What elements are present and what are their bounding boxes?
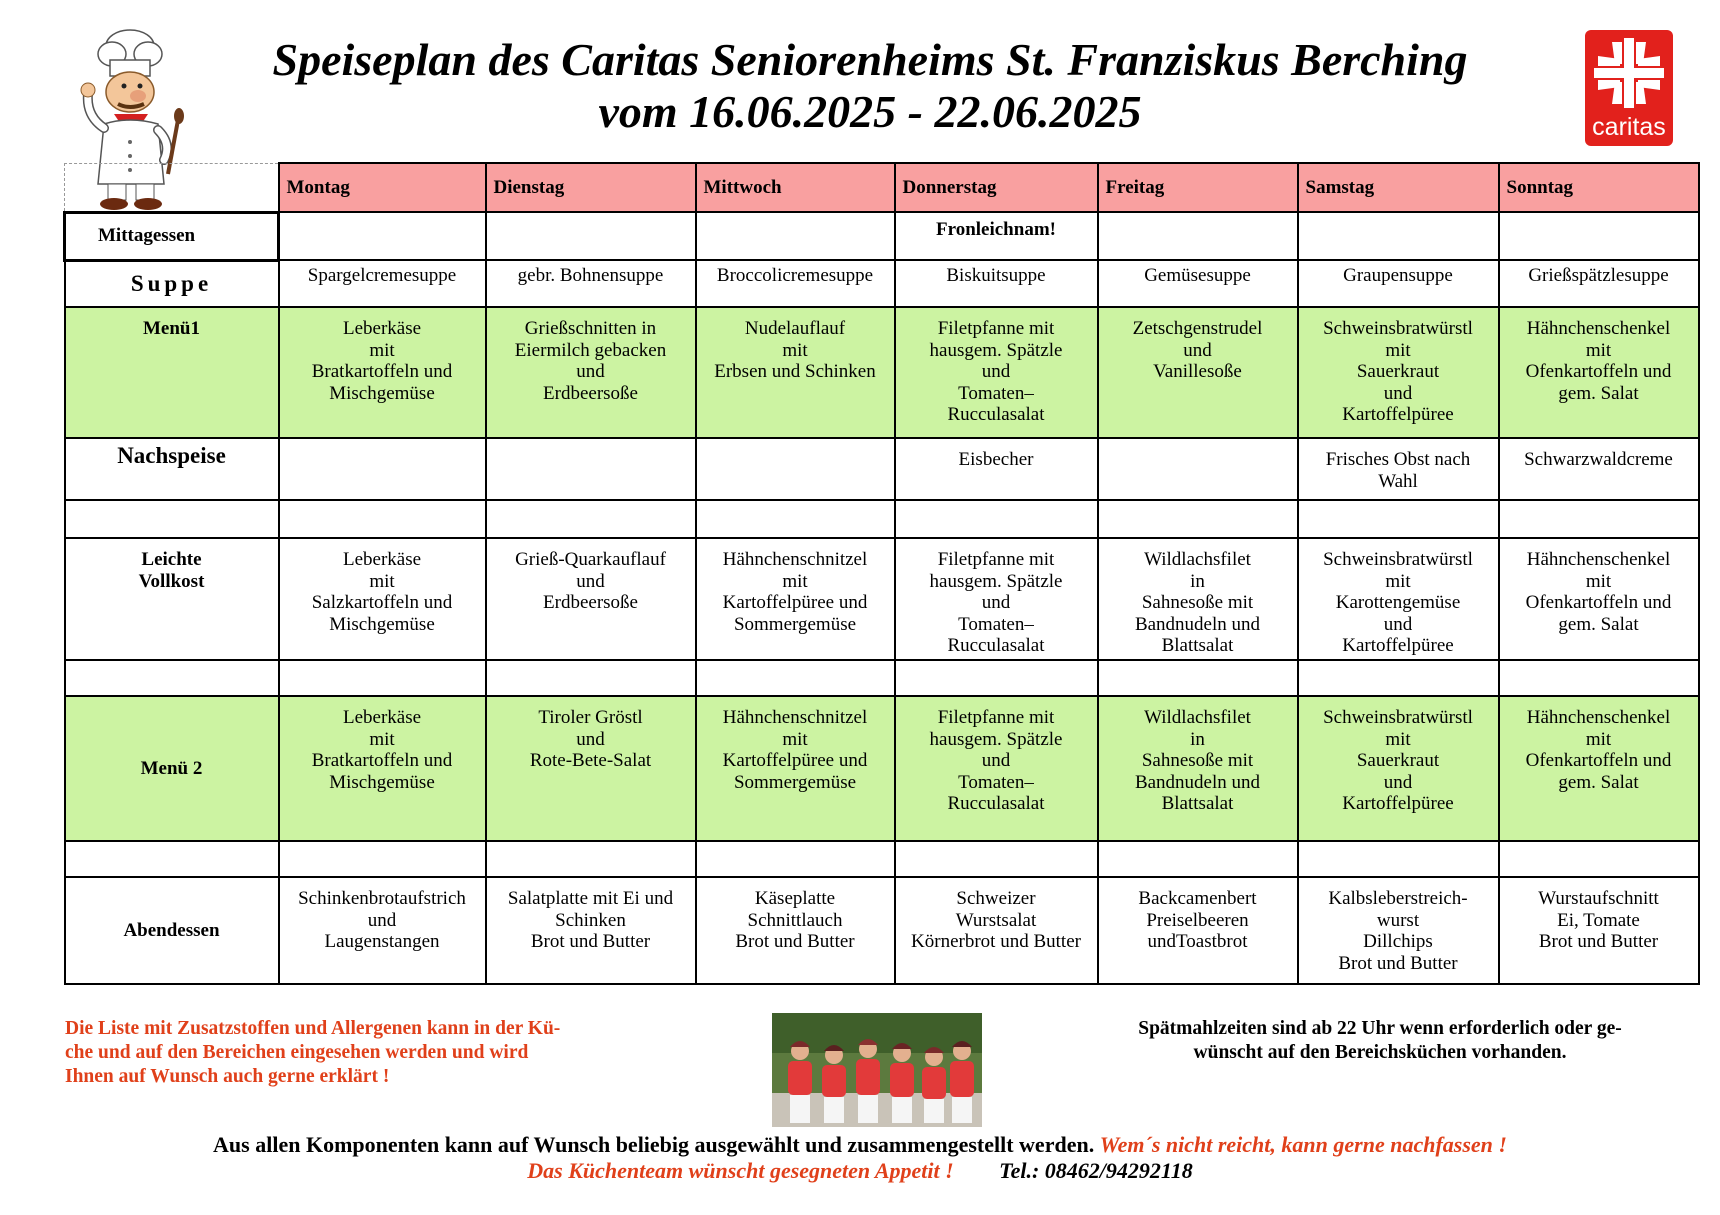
meal-cell: Grieß-Quarkauflauf und Erdbeersoße — [486, 538, 696, 660]
meal-cell: Wildlachsfilet in Sahnesoße mit Bandnudeln und Blattsalat — [1098, 696, 1298, 841]
meal-cell — [696, 212, 895, 260]
title-line-1: Speiseplan des Caritas Seniorenheims St. Franziskus Berching — [272, 34, 1468, 85]
spacer-cell — [1298, 841, 1499, 877]
spacer-cell — [895, 841, 1098, 877]
meal-cell — [279, 212, 486, 260]
meal-cell: Grießschnitten in Eiermilch gebacken und Erdbeersoße — [486, 307, 696, 438]
row-label: Menü 2 — [65, 696, 279, 841]
meal-cell: Leberkäse mit Salzkartoffeln und Mischgemüse — [279, 538, 486, 660]
day-header: Donnerstag — [895, 163, 1098, 212]
meal-cell: Spargelcremesuppe — [279, 260, 486, 307]
meal-cell: Wildlachsfilet in Sahnesoße mit Bandnudeln und Blattsalat — [1098, 538, 1298, 660]
spacer-cell — [279, 500, 486, 538]
meal-cell: Schinkenbrotaufstrich und Laugenstangen — [279, 877, 486, 984]
meal-cell: Filetpfanne mit hausgem. Spätzle und Tomaten– Rucculasalat — [895, 538, 1098, 660]
allergen-note: Die Liste mit Zusatzstoffen und Allergenen kann in der Kü- che und auf den Bereichen eingesehen werden und wird Ihnen auf Wunsch auch gerne erklärt ! — [65, 1018, 561, 1087]
meal-cell — [696, 438, 895, 500]
table-row-menu1 — [65, 307, 1699, 438]
row-label: Nachspeise — [65, 438, 279, 500]
day-header: Mittwoch — [696, 163, 895, 212]
meal-cell: Gemüsesuppe — [1098, 260, 1298, 307]
table-row-spacer — [65, 841, 1699, 877]
spacer-cell — [1499, 841, 1699, 877]
spacer-cell — [696, 841, 895, 877]
row-label: Mittagessen — [65, 212, 279, 260]
meal-cell: Broccolicremesuppe — [696, 260, 895, 307]
row-label: Menü1 — [65, 307, 279, 438]
meal-cell: Schweinsbratwürstl mit Karottengemüse und Kartoffelpüree — [1298, 538, 1499, 660]
meal-cell: Schweinsbratwürstl mit Sauerkraut und Kartoffelpüree — [1298, 696, 1499, 841]
spacer-cell — [1499, 660, 1699, 696]
spacer-cell — [1098, 660, 1298, 696]
components-line — [0, 1132, 1720, 1158]
meal-cell: Hähnchenschenkel mit Ofenkartoffeln und gem. Salat — [1499, 307, 1699, 438]
spacer-cell — [1298, 660, 1499, 696]
meal-cell: Hähnchenschenkel mit Ofenkartoffeln und gem. Salat — [1499, 538, 1699, 660]
table-corner — [65, 163, 279, 212]
table-row-abendessen — [65, 877, 1699, 984]
table-row-nachspeise — [65, 438, 1699, 500]
day-header: Dienstag — [486, 163, 696, 212]
kitchen-team-photo — [772, 1013, 982, 1127]
day-header-row — [65, 163, 1699, 212]
spacer-cell — [279, 841, 486, 877]
meal-cell: Schwarzwaldcreme — [1499, 438, 1699, 500]
meal-cell: Filetpfanne mit hausgem. Spätzle und Tomaten– Rucculasalat — [895, 307, 1098, 438]
table-row-suppe — [65, 260, 1699, 307]
meal-cell: Kalbsleberstreich- wurst Dillchips Brot und Butter — [1298, 877, 1499, 984]
spacer-cell — [1098, 500, 1298, 538]
meal-cell — [486, 212, 696, 260]
meal-cell: Schweinsbratwürstl mit Sauerkraut und Kartoffelpüree — [1298, 307, 1499, 438]
logo-text: caritas — [1592, 113, 1666, 141]
meal-cell: Zetschgenstrudel und Vanillesoße — [1098, 307, 1298, 438]
meal-cell: gebr. Bohnensuppe — [486, 260, 696, 307]
late-meals-note: Spätmahlzeiten sind ab 22 Uhr wenn erforderlich oder ge- wünscht auf den Bereichsküchen vorhanden. — [1138, 1018, 1622, 1063]
day-header: Freitag — [1098, 163, 1298, 212]
day-header: Samstag — [1298, 163, 1499, 212]
meal-cell: Nudelauflauf mit Erbsen und Schinken — [696, 307, 895, 438]
meal-cell: Eisbecher — [895, 438, 1098, 500]
meal-cell: Leberkäse mit Bratkartoffeln und Mischgemüse — [279, 307, 486, 438]
meal-cell — [1098, 212, 1298, 260]
spacer-cell — [895, 660, 1098, 696]
appetite-wish: Das Küchenteam wünscht gesegneten Appetit ! — [527, 1158, 954, 1183]
meal-cell: Leberkäse mit Bratkartoffeln und Mischgemüse — [279, 696, 486, 841]
caritas-logo — [1585, 30, 1673, 146]
spacer-cell — [1499, 500, 1699, 538]
meal-cell: Graupensuppe — [1298, 260, 1499, 307]
spacer-cell — [486, 500, 696, 538]
meal-cell — [1298, 212, 1499, 260]
closing-line — [0, 1158, 1720, 1184]
table-row-spacer — [65, 660, 1699, 696]
meal-cell — [279, 438, 486, 500]
meal-cell: Biskuitsuppe — [895, 260, 1098, 307]
meal-cell: Tiroler Gröstl und Rote-Bete-Salat — [486, 696, 696, 841]
meal-cell: Grießspätzlesuppe — [1499, 260, 1699, 307]
meal-cell: Backcamenbert Preiselbeeren undToastbrot — [1098, 877, 1298, 984]
meal-cell: Frisches Obst nach Wahl — [1298, 438, 1499, 500]
meal-cell: Schweizer Wurstsalat Körnerbrot und Butter — [895, 877, 1098, 984]
spacer-cell — [65, 841, 279, 877]
meal-cell: Salatplatte mit Ei und Schinken Brot und Butter — [486, 877, 696, 984]
meal-cell: Filetpfanne mit hausgem. Spätzle und Tomaten– Rucculasalat — [895, 696, 1098, 841]
spacer-cell — [279, 660, 486, 696]
meal-cell: Käseplatte Schnittlauch Brot und Butter — [696, 877, 895, 984]
holiday-note: Fronleichnam! — [895, 212, 1098, 260]
table-row-leichte-vollkost — [65, 538, 1699, 660]
spacer-cell — [486, 660, 696, 696]
table-row-menu2 — [65, 696, 1699, 841]
caritas-cross-icon — [1585, 30, 1673, 116]
spacer-cell — [1098, 841, 1298, 877]
meal-cell: Hähnchenschenkel mit Ofenkartoffeln und gem. Salat — [1499, 696, 1699, 841]
row-label: Suppe — [65, 260, 279, 307]
row-label: Leichte Vollkost — [65, 538, 279, 660]
meal-cell: Wurstaufschnitt Ei, Tomate Brot und Butter — [1499, 877, 1699, 984]
meal-cell — [1098, 438, 1298, 500]
spacer-cell — [486, 841, 696, 877]
meal-plan-table — [63, 162, 1700, 985]
components-note: Aus allen Komponenten kann auf Wunsch beliebig ausgewählt und zusammengestellt werden. — [213, 1132, 1095, 1157]
spacer-cell — [895, 500, 1098, 538]
day-header: Sonntag — [1499, 163, 1699, 212]
table-row-mittagessen — [65, 212, 1699, 260]
page-title — [200, 34, 1540, 138]
phone-number: Tel.: 08462/94292118 — [999, 1158, 1193, 1183]
spacer-cell — [1298, 500, 1499, 538]
second-helping-note: Wem´s nicht reicht, kann gerne nachfassen ! — [1099, 1132, 1507, 1157]
meal-cell — [486, 438, 696, 500]
table-row-spacer — [65, 500, 1699, 538]
spacer-cell — [696, 660, 895, 696]
title-line-2: vom 16.06.2025 - 22.06.2025 — [598, 86, 1142, 137]
spacer-cell — [65, 660, 279, 696]
meal-cell: Hähnchenschnitzel mit Kartoffelpüree und Sommergemüse — [696, 696, 895, 841]
spacer-cell — [696, 500, 895, 538]
meal-cell: Hähnchenschnitzel mit Kartoffelpüree und Sommergemüse — [696, 538, 895, 660]
meal-cell — [1499, 212, 1699, 260]
spacer-cell — [65, 500, 279, 538]
row-label: Abendessen — [65, 877, 279, 984]
day-header: Montag — [279, 163, 486, 212]
